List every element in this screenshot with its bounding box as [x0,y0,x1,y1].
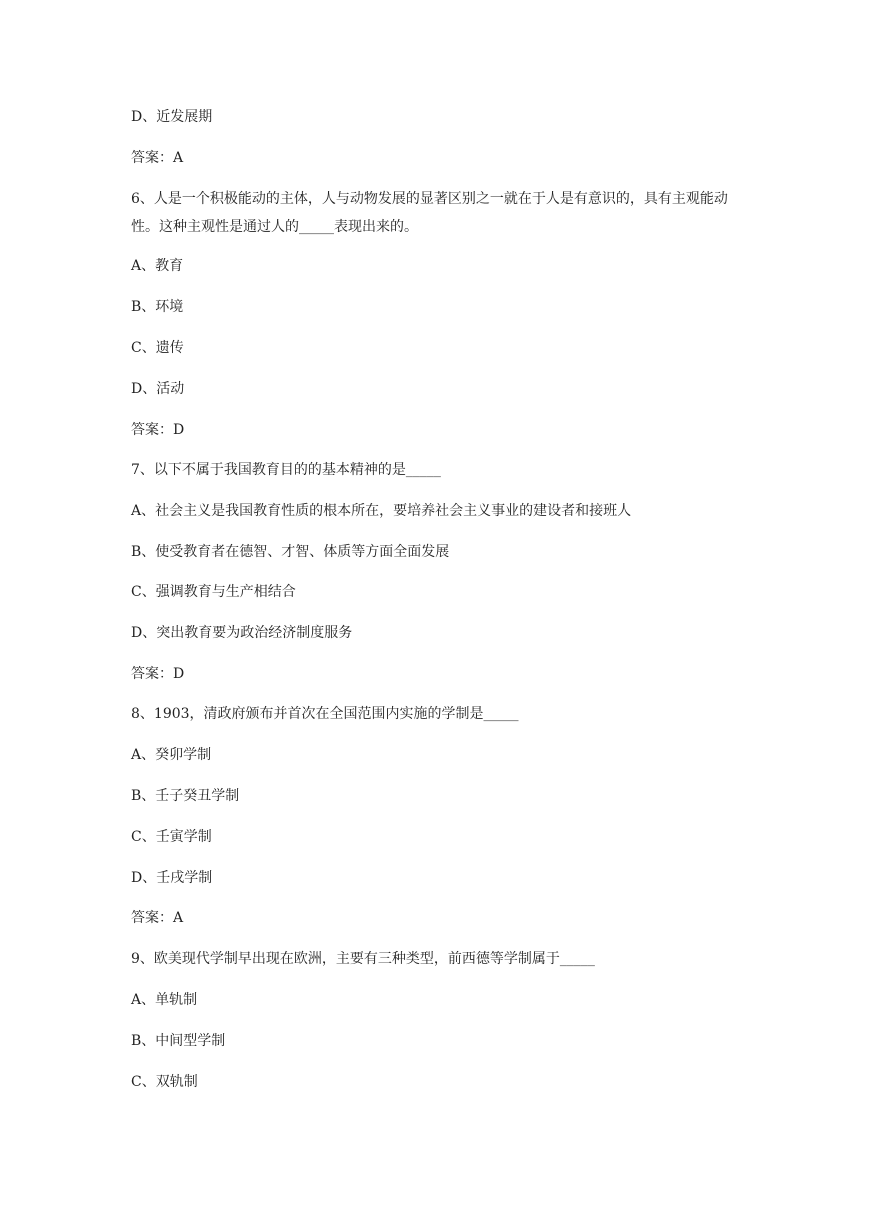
option-c-q8: C、壬寅学制 [131,829,212,845]
question-9: 9、欧美现代学制早出现在欧洲，主要有三种类型，前西德等学制属于_____ [131,951,595,967]
option-b-q8: B、壬子癸丑学制 [131,788,240,804]
option-d-q8: D、壬戌学制 [131,870,213,886]
option-a-q6: A、教育 [131,258,184,274]
question-8: 8、1903，清政府颁布并首次在全国范围内实施的学制是_____ [131,706,519,722]
option-c-q7: C、强调教育与生产相结合 [131,584,296,600]
option-a-q8: A、癸卯学制 [131,747,212,763]
answer-q7: 答案：D [131,666,185,682]
answer-q8: 答案：A [131,910,184,926]
option-b-q9: B、中间型学制 [131,1033,226,1049]
option-d-q5: D、近发展期 [131,109,213,125]
answer-q5: 答案：A [131,150,184,166]
option-b-q7: B、使受教育者在德智、才智、体质等方面全面发展 [131,544,450,560]
question-6: 6、人是一个积极能动的主体，人与动物发展的显著区别之一就在于人是有意识的，具有主观能动性。这种主观性是通过人的_____表现出来的。 [131,191,728,235]
option-d-q6: D、活动 [131,381,185,397]
option-d-q7: D、突出教育要为政治经济制度服务 [131,625,353,641]
option-c-q9: C、双轨制 [131,1074,198,1090]
option-b-q6: B、环境 [131,299,184,315]
question-7: 7、以下不属于我国教育目的的基本精神的是_____ [131,462,441,478]
option-c-q6: C、遗传 [131,340,184,356]
option-a-q7: A、社会主义是我国教育性质的根本所在，要培养社会主义事业的建设者和接班人 [131,503,632,519]
option-a-q9: A、单轨制 [131,992,198,1008]
answer-q6: 答案：D [131,422,185,438]
